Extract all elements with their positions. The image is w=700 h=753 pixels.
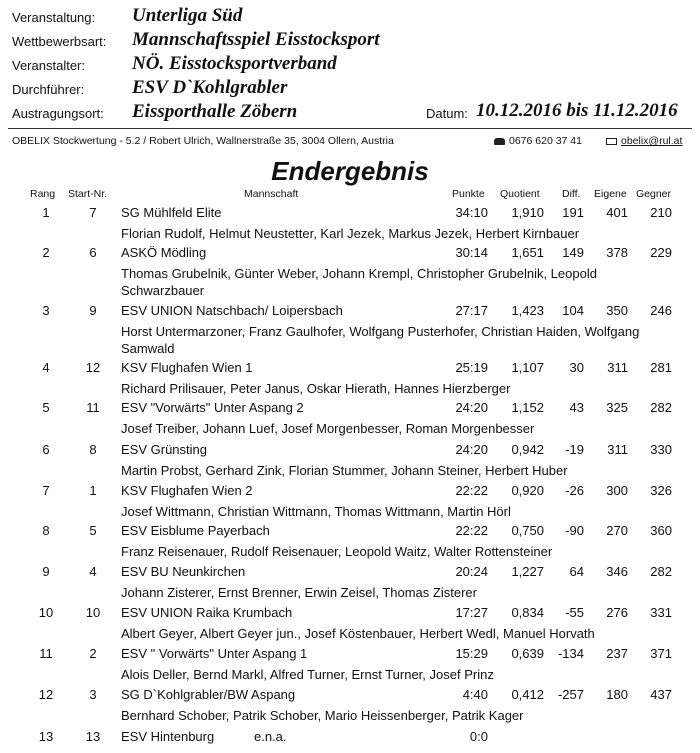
cell-rang: 11: [39, 646, 53, 661]
cell-diff: -134: [557, 646, 584, 661]
cell-team: ESV Hintenburg: [121, 729, 215, 744]
phone-info: [494, 135, 582, 147]
cell-gegner: 282: [650, 564, 672, 579]
team-players: Thomas Grubelnik, Günter Weber, Johann Krempl, Christopher Grubelnik, Leopold Schwarzbauer: [121, 266, 597, 298]
cell-punkte: 20:24: [455, 564, 488, 579]
cell-gegner: 331: [650, 605, 672, 620]
cell-punkte: 17:27: [455, 605, 488, 620]
cell-ena: e.n.a.: [254, 729, 287, 744]
cell-start: 3: [89, 687, 97, 702]
cell-rang: 13: [38, 729, 54, 744]
cell-gegner: 326: [650, 483, 672, 498]
cell-punkte: 22:22: [455, 523, 488, 538]
cell-quotient: 1,227: [511, 564, 544, 579]
cell-diff: 104: [562, 303, 584, 318]
cell-start: 9: [89, 303, 97, 318]
col-punkte: Punkte: [452, 188, 485, 200]
cell-team: SG Mühlfeld Elite: [121, 205, 222, 220]
cell-quotient: 1,910: [511, 205, 544, 220]
cell-rang: 10: [38, 605, 54, 620]
cell-team: ESV Grünsting: [121, 442, 207, 457]
cell-gegner: 360: [650, 523, 672, 538]
software-info: OBELIX Stockwertung - 5.2 / Robert Ulrich, Wallnerstraße 35, 3004 Ollern, Austria: [12, 135, 394, 147]
cell-rang: 9: [42, 564, 50, 579]
wettbewerbsart-label: Wettbewerbsart:: [12, 34, 107, 49]
cell-diff: -90: [565, 523, 584, 538]
mail-icon: [606, 138, 617, 145]
cell-team: ESV UNION Raika Krumbach: [121, 605, 293, 620]
cell-rang: 12: [38, 687, 54, 702]
cell-eigene: 378: [606, 245, 628, 260]
cell-punkte: 34:10: [455, 205, 488, 220]
veranstalter-label: Veranstalter:: [12, 58, 85, 73]
cell-team: ESV " Vorwärts" Unter Aspang 1: [121, 646, 308, 661]
page-title: Endergebnis: [271, 156, 429, 186]
cell-diff: 191: [562, 205, 584, 220]
cell-eigene: 276: [606, 605, 628, 620]
col-start: Start-Nr.: [68, 188, 108, 200]
email-info[interactable]: [606, 135, 682, 147]
cell-team: SG D`Kohlgrabler/BW Aspang: [121, 687, 296, 702]
col-mannschaft: Mannschaft: [244, 188, 299, 200]
austragungsort-label: Austragungsort:: [12, 106, 104, 121]
cell-start: 13: [85, 729, 101, 744]
cell-gegner: 371: [650, 646, 672, 661]
cell-eigene: 180: [606, 687, 628, 702]
cell-punkte: 24:20: [455, 442, 488, 457]
team-players: Horst Untermarzoner, Franz Gaulhofer, Wolfgang Pusterhofer, Christian Haiden, Wolfgang Samwald: [121, 324, 640, 356]
cell-rang: 6: [42, 442, 50, 457]
cell-team: KSV Flughafen Wien 2: [121, 483, 253, 498]
cell-gegner: 282: [650, 400, 672, 415]
cell-quotient: 0,639: [511, 646, 544, 661]
cell-start: 1: [89, 483, 97, 498]
cell-eigene: 311: [607, 360, 628, 375]
cell-team: KSV Flughafen Wien 1: [121, 360, 253, 375]
cell-diff: 30: [569, 360, 584, 375]
cell-team: ESV BU Neunkirchen: [121, 564, 246, 579]
cell-rang: 2: [42, 245, 50, 260]
cell-diff: -55: [565, 605, 584, 620]
cell-diff: 43: [569, 400, 584, 415]
cell-punkte: 25:19: [455, 360, 488, 375]
cell-rang: 5: [42, 400, 50, 415]
wettbewerbsart-value: Mannschaftsspiel Eisstocksport: [132, 29, 380, 50]
cell-team: ESV UNION Natschbach/ Loipersbach: [121, 303, 343, 318]
cell-rang: 3: [42, 303, 50, 318]
team-players: Josef Treiber, Johann Luef, Josef Morgenbesser, Roman Morgenbesser: [121, 421, 535, 436]
cell-quotient: 1,152: [511, 400, 544, 415]
cell-diff: -257: [557, 687, 584, 702]
cell-quotient: 1,107: [511, 360, 544, 375]
cell-punkte: 27:17: [455, 303, 488, 318]
team-players: Alois Deller, Bernd Markl, Alfred Turner, Ernst Turner, Josef Prinz: [121, 667, 494, 682]
cell-eigene: 237: [606, 646, 628, 661]
cell-quotient: 1,423: [511, 303, 544, 318]
datum-label: Datum:: [426, 106, 468, 121]
cell-rang: 1: [42, 205, 50, 220]
phone-number: 0676 620 37 41: [509, 135, 582, 147]
team-players: Florian Rudolf, Helmut Neustetter, Karl Jezek, Markus Jezek, Herbert Kirnbauer: [121, 226, 580, 241]
veranstalter-value: NÖ. Eisstocksportverband: [132, 53, 337, 74]
cell-eigene: 325: [606, 400, 628, 415]
team-players: Johann Zisterer, Ernst Brenner, Erwin Zeisel, Thomas Zisterer: [121, 585, 477, 600]
team-players: Martin Probst, Gerhard Zink, Florian Stummer, Johann Steiner, Herbert Huber: [121, 463, 568, 478]
cell-diff: -26: [565, 483, 584, 498]
col-quotient: Quotient: [500, 188, 540, 200]
cell-quotient: 0,942: [511, 442, 544, 457]
veranstaltung-value: Unterliga Süd: [132, 5, 243, 26]
cell-gegner: 246: [650, 303, 672, 318]
cell-quotient: 1,651: [511, 245, 544, 260]
header-divider: [8, 128, 692, 129]
col-eigene: Eigene: [594, 188, 627, 200]
col-diff: Diff.: [562, 188, 581, 200]
team-players: Richard Prilisauer, Peter Janus, Oskar Hierath, Hannes Hierzberger: [121, 381, 511, 396]
cell-start: 8: [89, 442, 97, 457]
cell-punkte: 22:22: [455, 483, 488, 498]
cell-eigene: 311: [607, 442, 628, 457]
cell-diff: -19: [565, 442, 584, 457]
cell-punkte: 4:40: [462, 687, 488, 702]
cell-quotient: 0,412: [511, 687, 544, 702]
cell-rang: 4: [42, 360, 50, 375]
datum-value: 10.12.2016 bis 11.12.2016: [476, 100, 678, 121]
durchfuehrer-label: Durchführer:: [12, 82, 85, 97]
cell-start: 6: [89, 245, 97, 260]
cell-diff: 64: [569, 564, 584, 579]
cell-rang: 8: [42, 523, 50, 538]
team-players: Albert Geyer, Albert Geyer jun., Josef Köstenbauer, Herbert Wedl, Manuel Horvath: [121, 626, 595, 641]
cell-eigene: 401: [606, 205, 628, 220]
phone-icon: [494, 138, 505, 145]
cell-team: ASKÖ Mödling: [121, 245, 207, 260]
veranstaltung-label: Veranstaltung:: [12, 10, 96, 25]
cell-punkte: 30:14: [455, 245, 488, 260]
cell-punkte: 15:29: [455, 646, 488, 661]
cell-punkte: 0:0: [469, 729, 488, 744]
cell-eigene: 270: [606, 523, 628, 538]
col-gegner: Gegner: [636, 188, 672, 200]
cell-start: 7: [89, 205, 97, 220]
cell-start: 11: [86, 400, 100, 415]
email-address[interactable]: obelix@rul.at: [621, 135, 683, 147]
cell-gegner: 330: [650, 442, 672, 457]
cell-gegner: 437: [650, 687, 672, 702]
cell-gegner: 281: [650, 360, 672, 375]
cell-start: 4: [89, 564, 97, 579]
team-players: Franz Reisenauer, Rudolf Reisenauer, Leopold Waitz, Walter Rottensteiner: [121, 544, 553, 559]
cell-eigene: 346: [606, 564, 628, 579]
col-rang: Rang: [30, 188, 56, 200]
cell-quotient: 0,834: [511, 605, 544, 620]
austragungsort-value: Eissporthalle Zöbern: [132, 101, 298, 122]
team-players: Josef Wittmann, Christian Wittmann, Thomas Wittmann, Martin Hörl: [121, 504, 511, 519]
cell-start: 12: [85, 360, 101, 375]
cell-eigene: 300: [606, 483, 628, 498]
team-players: Bernhard Schober, Patrik Schober, Mario Heissenberger, Patrik Kager: [121, 708, 524, 723]
cell-eigene: 350: [606, 303, 628, 318]
cell-quotient: 0,750: [511, 523, 544, 538]
cell-start: 2: [89, 646, 97, 661]
cell-punkte: 24:20: [455, 400, 488, 415]
cell-gegner: 229: [650, 245, 672, 260]
cell-team: ESV "Vorwärts" Unter Aspang 2: [121, 400, 304, 415]
cell-quotient: 0,920: [511, 483, 544, 498]
cell-team: ESV Eisblume Payerbach: [121, 523, 270, 538]
cell-diff: 149: [562, 245, 584, 260]
cell-gegner: 210: [650, 205, 672, 220]
cell-start: 10: [85, 605, 101, 620]
cell-start: 5: [89, 523, 97, 538]
cell-rang: 7: [42, 483, 50, 498]
durchfuehrer-value: ESV D`Kohlgrabler: [132, 77, 288, 98]
